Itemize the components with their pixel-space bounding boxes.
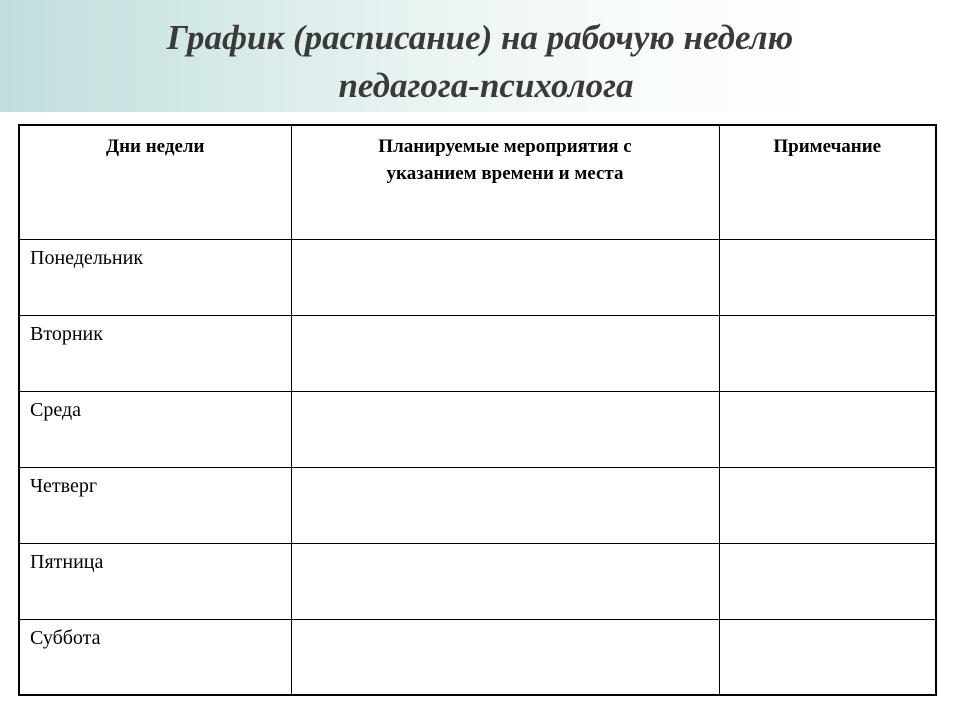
header-events [291,125,719,239]
table-row [19,467,936,543]
day-cell: Вторник [19,315,291,391]
notes-cell [719,315,936,391]
table-row [19,391,936,467]
notes-cell [719,467,936,543]
table-row [19,619,936,695]
header-days: Дни недели [19,125,291,239]
table-row [19,315,936,391]
day-cell: Суббота [19,619,291,695]
notes-cell [719,543,936,619]
events-cell [291,315,719,391]
header-notes: Примечание [719,125,936,239]
slide-title [0,14,960,110]
notes-cell [719,239,936,315]
day-cell: Понедельник [19,239,291,315]
schedule-table [18,124,937,696]
events-cell [291,543,719,619]
header-events-line-2: указанием времени и места [386,163,624,184]
table-row [19,239,936,315]
header-events-line-1: Планируемые мероприятия с [378,136,632,157]
day-cell: Среда [19,391,291,467]
events-cell [291,239,719,315]
title-line-2: педагога-психолога [338,66,634,105]
table-row [19,543,936,619]
day-cell: Четверг [19,467,291,543]
notes-cell [719,619,936,695]
day-cell: Пятница [19,543,291,619]
events-cell [291,619,719,695]
table-header-row [19,125,936,239]
title-line-1: График (расписание) на рабочую неделю [166,18,794,57]
events-cell [291,391,719,467]
events-cell [291,467,719,543]
notes-cell [719,391,936,467]
